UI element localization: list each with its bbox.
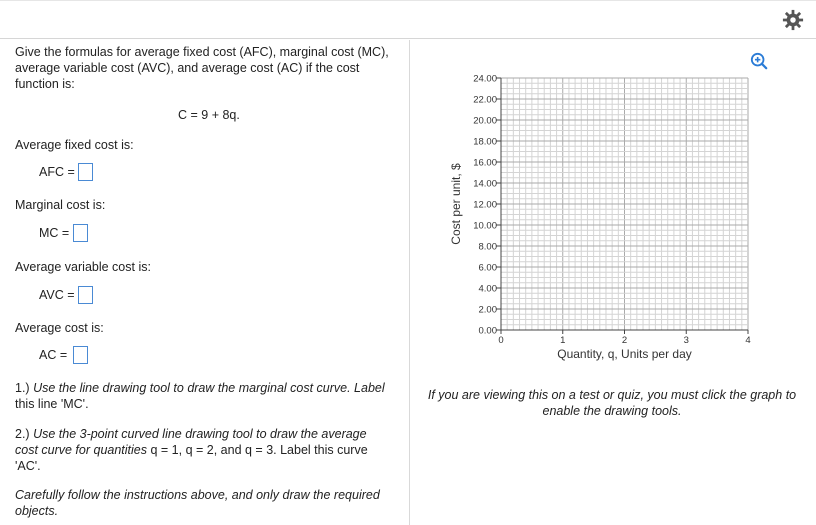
y-tick-label: 6.00 [478, 262, 497, 274]
y-tick-label: 8.00 [478, 241, 497, 253]
instruction-1 [15, 380, 407, 412]
mc-input[interactable] [73, 224, 88, 242]
instruction-2-text: Use the 3-point curved line drawing tool to draw the average cost curve for quantities [15, 427, 367, 457]
chart-ticks [473, 74, 750, 347]
x-tick-label: 3 [683, 335, 689, 346]
avc-heading: Average variable cost is: [15, 260, 151, 274]
y-tick-label: 20.00 [473, 115, 497, 127]
y-tick-label: 14.00 [473, 178, 497, 190]
afc-label: AFC = [39, 165, 75, 179]
y-tick-label: 18.00 [473, 136, 497, 148]
gear-icon[interactable] [782, 9, 804, 31]
mc-heading: Marginal cost is: [15, 198, 106, 212]
avc-label: AVC = [39, 288, 75, 302]
y-tick-label: 12.00 [473, 199, 497, 211]
instruction-1-number: 1.) [15, 381, 34, 395]
y-tick-label: 16.00 [473, 157, 497, 169]
y-axis-label: Cost per unit, $ [449, 163, 463, 245]
ac-input[interactable] [73, 346, 88, 364]
y-tick-label: 4.00 [478, 283, 497, 295]
x-tick-label: 1 [560, 335, 566, 346]
y-tick-label: 0.00 [478, 325, 497, 337]
mc-label: MC = [39, 226, 70, 240]
top-toolbar [0, 0, 816, 39]
instruction-1-label: this line 'MC'. [15, 397, 89, 411]
ac-heading: Average cost is: [15, 321, 104, 335]
y-tick-label: 10.00 [473, 220, 497, 232]
avc-input[interactable] [78, 286, 93, 304]
ac-answer-row [39, 346, 88, 364]
instruction-2 [15, 426, 390, 474]
careful-note: Carefully follow the instructions above, and only draw the required objects. [15, 488, 380, 518]
cost-function: C = 9 + 8q. [178, 108, 240, 122]
mc-answer-row [39, 224, 88, 242]
question-prompt: Give the formulas for average fixed cost (AFC), marginal cost (MC), average variable cost (AVC), and average cost (AC) if the cost function is: [15, 45, 389, 91]
afc-answer-row [39, 163, 93, 181]
panel-divider [409, 40, 410, 525]
afc-heading: Average fixed cost is: [15, 138, 134, 152]
x-tick-label: 0 [498, 335, 504, 346]
x-axis-label: Quantity, q, Units per day [557, 347, 692, 361]
y-tick-label: 2.00 [478, 304, 497, 316]
chart-grid [501, 78, 748, 330]
avc-answer-row [39, 286, 93, 304]
graph-note: If you are viewing this on a test or quiz, you must click the graph to enable the drawing tools. [427, 388, 797, 418]
zoom-in-icon[interactable] [750, 52, 768, 70]
afc-input[interactable] [78, 163, 93, 181]
instruction-1-text: Use the line drawing tool to draw the marginal cost curve. Label [33, 381, 385, 395]
ac-label: AC = [39, 348, 68, 362]
instruction-2-number: 2.) [15, 427, 34, 441]
y-tick-label: 24.00 [473, 73, 497, 85]
instruction-2-label: q = 1, q = 2, and q = 3. Label this curve 'AC'. [15, 443, 368, 473]
x-tick-label: 4 [745, 335, 751, 346]
y-tick-label: 22.00 [473, 94, 497, 106]
x-tick-label: 2 [621, 335, 628, 346]
